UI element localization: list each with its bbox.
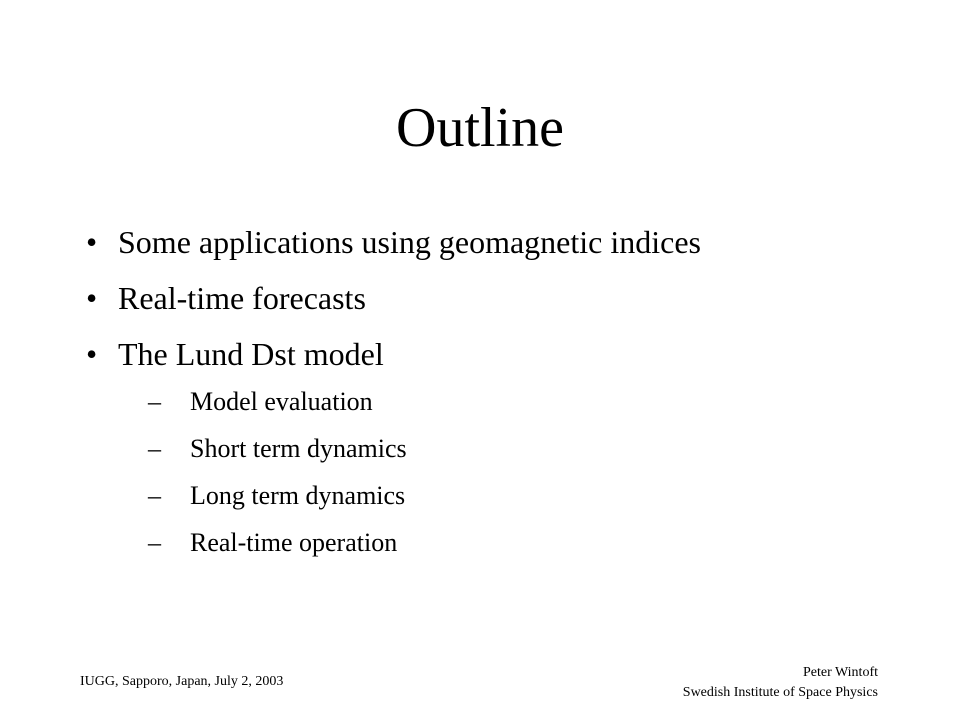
- footer-author: [683, 663, 878, 703]
- footer-event: IUGG, Sapporo, Japan, July 2, 2003: [80, 674, 284, 689]
- bullet-text: Real-time forecasts: [118, 280, 366, 316]
- sub-bullet-text: Model evaluation: [190, 387, 373, 416]
- sub-bullet-text: Long term dynamics: [190, 481, 406, 510]
- bullet-text: The Lund Dst model: [118, 336, 384, 372]
- sub-bullet-item: [148, 478, 701, 514]
- sub-bullet-text: Real-time operation: [190, 528, 398, 557]
- footer-author-name: Peter Wintoft: [803, 665, 878, 680]
- bullet-item: [86, 218, 701, 266]
- sub-bullet-list: [118, 384, 701, 561]
- bullet-item: [86, 330, 701, 561]
- dash-icon: –: [148, 434, 161, 463]
- bullet-list: [86, 218, 701, 561]
- bullet-dot-icon: •: [86, 336, 98, 372]
- slide-title: Outline: [396, 97, 564, 159]
- bullet-text: Some applications using geomagnetic indices: [118, 224, 701, 260]
- dash-icon: –: [148, 481, 161, 510]
- dash-icon: –: [148, 387, 161, 416]
- bullet-dot-icon: •: [86, 280, 98, 316]
- sub-bullet-item: [148, 384, 701, 420]
- sub-bullet-text: Short term dynamics: [190, 434, 407, 463]
- bullet-dot-icon: •: [86, 224, 98, 260]
- bullet-item: [86, 274, 701, 322]
- footer-author-institute: Swedish Institute of Space Physics: [682, 685, 878, 700]
- sub-bullet-item: [148, 431, 701, 467]
- dash-icon: –: [148, 528, 161, 557]
- sub-bullet-item: [148, 525, 701, 561]
